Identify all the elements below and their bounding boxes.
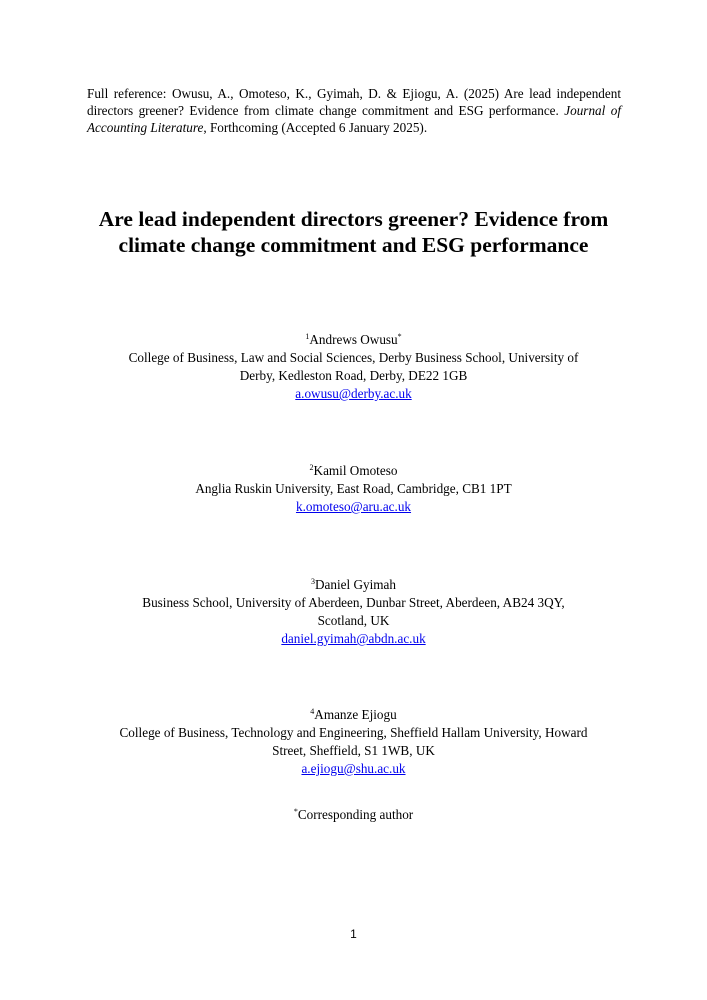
author-affiliation: Street, Sheffield, S1 1WB, UK <box>272 743 435 758</box>
paper-title-line-1: Are lead independent directors greener? Evidence from <box>98 207 609 231</box>
author-name: Andrews Owusu <box>309 332 398 347</box>
author-email-link[interactable]: daniel.gyimah@abdn.ac.uk <box>281 631 426 646</box>
author-name-line <box>95 706 612 724</box>
author-name-line <box>95 331 612 349</box>
page-number: 1 <box>350 927 357 941</box>
reference-text: Full reference: Owusu, A., Omoteso, K., Gyimah, D. & Ejiogu, A. (2025) Are lead independent directors greener? Evidence from climate change commitment and ESG performance. <box>87 86 621 118</box>
author-name: Kamil Omoteso <box>313 463 398 478</box>
reference-status: , Forthcoming (Accepted 6 January 2025). <box>203 120 428 135</box>
author-block-ejiogu <box>95 706 612 778</box>
author-block-omoteso <box>95 462 612 516</box>
paper-title <box>70 206 637 258</box>
author-name: Amanze Ejiogu <box>314 707 397 722</box>
journal-name: Journal of Accounting Literature <box>87 103 621 135</box>
author-email-link[interactable]: k.omoteso@aru.ac.uk <box>295 499 412 514</box>
author-affiliation: Anglia Ruskin University, East Road, Cambridge, CB1 1PT <box>195 481 512 496</box>
author-number: 2 <box>309 463 314 472</box>
corresponding-mark: * <box>293 807 298 816</box>
author-block-owusu <box>95 331 612 403</box>
corresponding-author-note <box>95 806 612 824</box>
paper-title-line-2: climate change commitment and ESG performance <box>118 233 589 257</box>
author-affiliation: Business School, University of Aberdeen, Dunbar Street, Aberdeen, AB24 3QY, <box>142 595 565 610</box>
author-affiliation: Scotland, UK <box>317 613 390 628</box>
full-reference <box>87 85 621 136</box>
author-affiliation: Derby, Kedleston Road, Derby, DE22 1GB <box>239 368 468 383</box>
author-number: 1 <box>305 332 310 341</box>
author-affiliation: College of Business, Technology and Engineering, Sheffield Hallam University, Howard <box>119 725 588 740</box>
author-affiliation: College of Business, Law and Social Sciences, Derby Business School, University of <box>128 350 579 365</box>
corresponding-mark: * <box>397 332 402 341</box>
author-number: 4 <box>310 707 315 716</box>
author-block-gyimah <box>95 576 612 648</box>
author-name-line <box>95 576 612 594</box>
author-email-link[interactable]: a.ejiogu@shu.ac.uk <box>301 761 406 776</box>
author-name-line <box>95 462 612 480</box>
author-email-link[interactable]: a.owusu@derby.ac.uk <box>295 386 412 401</box>
author-name: Daniel Gyimah <box>315 577 396 592</box>
corresponding-author-label: Corresponding author <box>297 807 414 822</box>
author-number: 3 <box>311 577 316 586</box>
